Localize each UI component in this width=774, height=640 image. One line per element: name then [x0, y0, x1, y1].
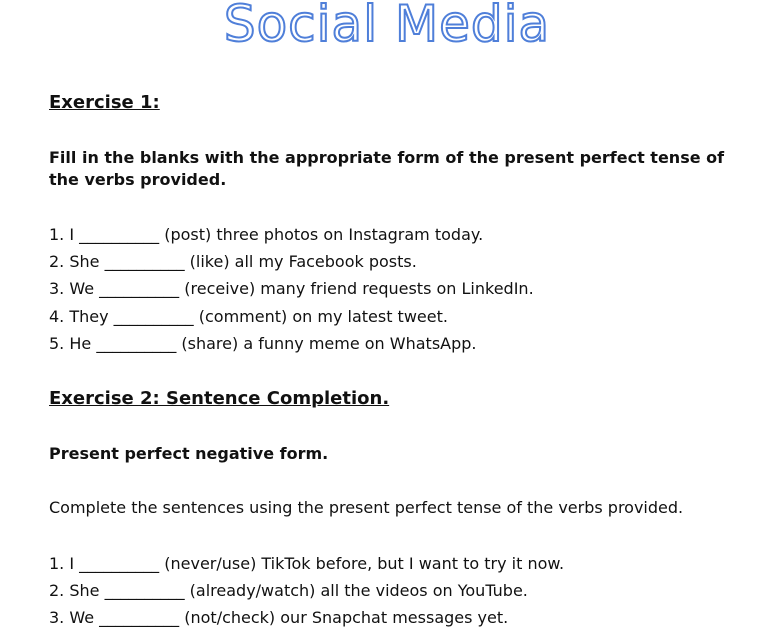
worksheet-title: Social Media [223, 0, 551, 53]
exercise-1-list [49, 221, 534, 357]
exercise-2-item: 1. I __________ (never/use) TikTok before, but I want to try it now. [49, 554, 565, 573]
exercise-1-item: 1. I __________ (post) three photos on Instagram today. [49, 225, 484, 244]
exercise-1-item: 3. We __________ (receive) many friend requests on LinkedIn. [49, 279, 534, 299]
exercise-2-heading: Exercise 2: Sentence Completion. [49, 388, 390, 409]
exercise-2-list [49, 550, 564, 632]
exercise-2-instruction: Complete the sentences using the present perfect tense of the verbs provided. [49, 498, 684, 517]
exercise-2-item: 3. We __________ (not/check) our Snapchat messages yet. [49, 608, 509, 628]
exercise-2-subheading: Present perfect negative form. [49, 444, 329, 463]
exercise-1-item: 4. They __________ (comment) on my latest tweet. [49, 306, 448, 326]
exercise-1-heading: Exercise 1: [49, 92, 160, 113]
exercise-1-item: 2. She __________ (like) all my Facebook posts. [49, 252, 417, 272]
exercise-2-item: 2. She __________ (already/watch) all the videos on YouTube. [49, 581, 528, 601]
exercise-1-item: 5. He __________ (share) a funny meme on WhatsApp. [49, 333, 477, 353]
exercise-1-instruction: Fill in the blanks with the appropriate form of the present perfect tense of the verbs provided. [49, 148, 725, 189]
